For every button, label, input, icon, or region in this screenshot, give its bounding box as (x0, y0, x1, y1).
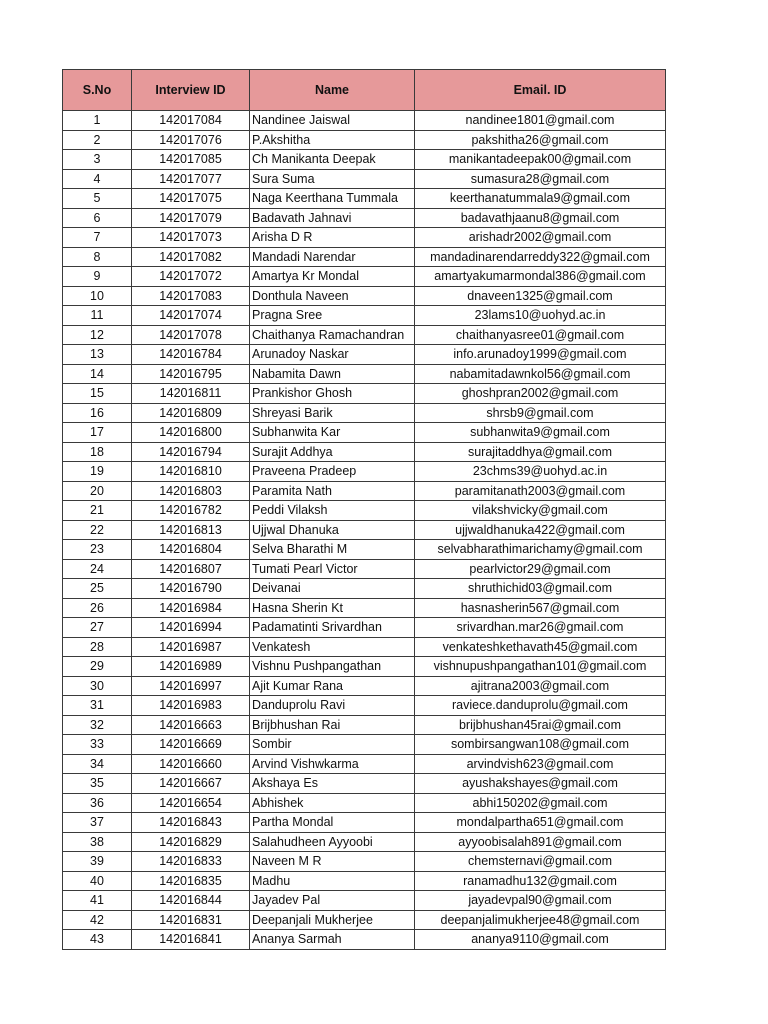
cell-sno: 4 (63, 169, 132, 189)
cell-name: Chaithanya Ramachandran (250, 325, 415, 345)
cell-name: Padamatinti Srivardhan (250, 618, 415, 638)
table-row (63, 618, 666, 638)
cell-name: Nabamita Dawn (250, 364, 415, 384)
cell-interview-id: 142017082 (132, 247, 250, 267)
cell-email: sombirsangwan108@gmail.com (415, 735, 666, 755)
cell-name: Jayadev Pal (250, 891, 415, 911)
table-row (63, 403, 666, 423)
cell-name: Sombir (250, 735, 415, 755)
cell-email: arishadr2002@gmail.com (415, 228, 666, 248)
cell-interview-id: 142016669 (132, 735, 250, 755)
cell-name: Abhishek (250, 793, 415, 813)
cell-name: Hasna Sherin Kt (250, 598, 415, 618)
cell-name: Ch Manikanta Deepak (250, 150, 415, 170)
cell-interview-id: 142016784 (132, 345, 250, 365)
cell-sno: 17 (63, 423, 132, 443)
cell-email: ujjwaldhanuka422@gmail.com (415, 520, 666, 540)
cell-name: Deepanjali Mukherjee (250, 910, 415, 930)
cell-email: chaithanyasree01@gmail.com (415, 325, 666, 345)
cell-interview-id: 142016833 (132, 852, 250, 872)
cell-email: vilakshvicky@gmail.com (415, 501, 666, 521)
cell-name: Donthula Naveen (250, 286, 415, 306)
cell-interview-id: 142016790 (132, 579, 250, 599)
cell-sno: 16 (63, 403, 132, 423)
cell-interview-id: 142016810 (132, 462, 250, 482)
cell-email: subhanwita9@gmail.com (415, 423, 666, 443)
table-row (63, 189, 666, 209)
cell-interview-id: 142016794 (132, 442, 250, 462)
cell-sno: 9 (63, 267, 132, 287)
cell-name: Naveen M R (250, 852, 415, 872)
cell-email: chemsternavi@gmail.com (415, 852, 666, 872)
header-row (63, 70, 666, 111)
table-row (63, 306, 666, 326)
table-row (63, 891, 666, 911)
cell-interview-id: 142017083 (132, 286, 250, 306)
table-row (63, 364, 666, 384)
table-row (63, 676, 666, 696)
cell-name: Arisha D R (250, 228, 415, 248)
cell-name: Mandadi Narendar (250, 247, 415, 267)
cell-sno: 8 (63, 247, 132, 267)
cell-sno: 15 (63, 384, 132, 404)
cell-interview-id: 142016835 (132, 871, 250, 891)
cell-name: Pragna Sree (250, 306, 415, 326)
cell-interview-id: 142016809 (132, 403, 250, 423)
table-row (63, 325, 666, 345)
header-name: Name (250, 70, 415, 111)
cell-name: P.Akshitha (250, 130, 415, 150)
cell-name: Subhanwita Kar (250, 423, 415, 443)
cell-interview-id: 142017074 (132, 306, 250, 326)
cell-sno: 37 (63, 813, 132, 833)
table-row (63, 247, 666, 267)
cell-interview-id: 142016831 (132, 910, 250, 930)
cell-email: info.arunadoy1999@gmail.com (415, 345, 666, 365)
cell-interview-id: 142016997 (132, 676, 250, 696)
cell-email: paramitanath2003@gmail.com (415, 481, 666, 501)
cell-sno: 32 (63, 715, 132, 735)
cell-name: Tumati Pearl Victor (250, 559, 415, 579)
cell-email: badavathjaanu8@gmail.com (415, 208, 666, 228)
cell-email: sumasura28@gmail.com (415, 169, 666, 189)
cell-interview-id: 142016795 (132, 364, 250, 384)
cell-email: shruthichid03@gmail.com (415, 579, 666, 599)
table-row (63, 930, 666, 950)
cell-sno: 34 (63, 754, 132, 774)
cell-name: Surajit Addhya (250, 442, 415, 462)
cell-email: srivardhan.mar26@gmail.com (415, 618, 666, 638)
table-row (63, 774, 666, 794)
cell-sno: 25 (63, 579, 132, 599)
cell-sno: 38 (63, 832, 132, 852)
table-row (63, 598, 666, 618)
cell-interview-id: 142016807 (132, 559, 250, 579)
table-row (63, 579, 666, 599)
table-row (63, 150, 666, 170)
cell-name: Partha Mondal (250, 813, 415, 833)
cell-sno: 1 (63, 111, 132, 131)
cell-sno: 36 (63, 793, 132, 813)
cell-sno: 26 (63, 598, 132, 618)
cell-interview-id: 142016983 (132, 696, 250, 716)
cell-interview-id: 142016829 (132, 832, 250, 852)
cell-interview-id: 142017072 (132, 267, 250, 287)
cell-email: manikantadeepak00@gmail.com (415, 150, 666, 170)
table-row (63, 169, 666, 189)
cell-sno: 7 (63, 228, 132, 248)
table-row (63, 559, 666, 579)
cell-sno: 6 (63, 208, 132, 228)
cell-sno: 19 (63, 462, 132, 482)
cell-sno: 11 (63, 306, 132, 326)
cell-email: keerthanatummala9@gmail.com (415, 189, 666, 209)
cell-interview-id: 142016813 (132, 520, 250, 540)
cell-interview-id: 142016994 (132, 618, 250, 638)
cell-name: Selva Bharathi M (250, 540, 415, 560)
cell-name: Prankishor Ghosh (250, 384, 415, 404)
cell-email: ayushakshayes@gmail.com (415, 774, 666, 794)
table-row (63, 910, 666, 930)
table-row (63, 130, 666, 150)
table-row (63, 501, 666, 521)
cell-email: nabamitadawnkol56@gmail.com (415, 364, 666, 384)
table-row (63, 286, 666, 306)
cell-name: Akshaya Es (250, 774, 415, 794)
cell-sno: 24 (63, 559, 132, 579)
table-row (63, 696, 666, 716)
cell-name: Deivanai (250, 579, 415, 599)
cell-interview-id: 142016667 (132, 774, 250, 794)
cell-interview-id: 142016782 (132, 501, 250, 521)
cell-interview-id: 142016660 (132, 754, 250, 774)
cell-interview-id: 142016803 (132, 481, 250, 501)
cell-sno: 42 (63, 910, 132, 930)
table-row (63, 423, 666, 443)
cell-email: ananya9110@gmail.com (415, 930, 666, 950)
cell-email: mandadinarendarreddy322@gmail.com (415, 247, 666, 267)
cell-sno: 13 (63, 345, 132, 365)
cell-name: Venkatesh (250, 637, 415, 657)
cell-email: selvabharathimarichamy@gmail.com (415, 540, 666, 560)
cell-email: pearlvictor29@gmail.com (415, 559, 666, 579)
cell-email: ghoshpran2002@gmail.com (415, 384, 666, 404)
cell-email: hasnasherin567@gmail.com (415, 598, 666, 618)
cell-interview-id: 142016987 (132, 637, 250, 657)
cell-interview-id: 142017085 (132, 150, 250, 170)
header-sno: S.No (63, 70, 132, 111)
cell-interview-id: 142017084 (132, 111, 250, 131)
cell-sno: 29 (63, 657, 132, 677)
cell-sno: 27 (63, 618, 132, 638)
cell-interview-id: 142017077 (132, 169, 250, 189)
cell-interview-id: 142017078 (132, 325, 250, 345)
cell-sno: 12 (63, 325, 132, 345)
cell-name: Badavath Jahnavi (250, 208, 415, 228)
cell-email: arvindvish623@gmail.com (415, 754, 666, 774)
table-row (63, 793, 666, 813)
cell-sno: 39 (63, 852, 132, 872)
cell-name: Nandinee Jaiswal (250, 111, 415, 131)
cell-email: ajitrana2003@gmail.com (415, 676, 666, 696)
cell-name: Naga Keerthana Tummala (250, 189, 415, 209)
cell-sno: 28 (63, 637, 132, 657)
cell-email: brijbhushan45rai@gmail.com (415, 715, 666, 735)
cell-name: Arvind Vishwkarma (250, 754, 415, 774)
table-row (63, 715, 666, 735)
cell-interview-id: 142017076 (132, 130, 250, 150)
cell-name: Shreyasi Barik (250, 403, 415, 423)
cell-name: Paramita Nath (250, 481, 415, 501)
cell-sno: 31 (63, 696, 132, 716)
cell-interview-id: 142017079 (132, 208, 250, 228)
cell-sno: 3 (63, 150, 132, 170)
cell-interview-id: 142016984 (132, 598, 250, 618)
cell-name: Arunadoy Naskar (250, 345, 415, 365)
cell-sno: 33 (63, 735, 132, 755)
cell-sno: 30 (63, 676, 132, 696)
cell-email: pakshitha26@gmail.com (415, 130, 666, 150)
cell-email: venkateshkethavath45@gmail.com (415, 637, 666, 657)
cell-email: dnaveen1325@gmail.com (415, 286, 666, 306)
cell-interview-id: 142016654 (132, 793, 250, 813)
table-body (63, 111, 666, 950)
cell-email: ranamadhu132@gmail.com (415, 871, 666, 891)
cell-name: Sura Suma (250, 169, 415, 189)
cell-name: Ajit Kumar Rana (250, 676, 415, 696)
table-row (63, 637, 666, 657)
cell-name: Danduprolu Ravi (250, 696, 415, 716)
cell-sno: 40 (63, 871, 132, 891)
header-email: Email. ID (415, 70, 666, 111)
cell-email: vishnupushpangathan101@gmail.com (415, 657, 666, 677)
cell-email: surajitaddhya@gmail.com (415, 442, 666, 462)
cell-name: Brijbhushan Rai (250, 715, 415, 735)
cell-interview-id: 142016663 (132, 715, 250, 735)
cell-sno: 43 (63, 930, 132, 950)
table-row (63, 208, 666, 228)
cell-name: Salahudheen Ayyoobi (250, 832, 415, 852)
cell-interview-id: 142016811 (132, 384, 250, 404)
cell-email: shrsb9@gmail.com (415, 403, 666, 423)
table-row (63, 481, 666, 501)
cell-sno: 18 (63, 442, 132, 462)
table-row (63, 871, 666, 891)
cell-sno: 14 (63, 364, 132, 384)
table-row (63, 735, 666, 755)
cell-interview-id: 142016844 (132, 891, 250, 911)
cell-interview-id: 142016989 (132, 657, 250, 677)
table-row (63, 111, 666, 131)
cell-interview-id: 142017073 (132, 228, 250, 248)
cell-email: deepanjalimukherjee48@gmail.com (415, 910, 666, 930)
cell-name: Vishnu Pushpangathan (250, 657, 415, 677)
cell-email: mondalpartha651@gmail.com (415, 813, 666, 833)
table-row (63, 267, 666, 287)
cell-sno: 2 (63, 130, 132, 150)
table-row (63, 228, 666, 248)
header-interview-id: Interview ID (132, 70, 250, 111)
cell-interview-id: 142017075 (132, 189, 250, 209)
cell-email: 23lams10@uohyd.ac.in (415, 306, 666, 326)
cell-sno: 22 (63, 520, 132, 540)
cell-name: Praveena Pradeep (250, 462, 415, 482)
cell-email: amartyakumarmondal386@gmail.com (415, 267, 666, 287)
table-row (63, 345, 666, 365)
cell-sno: 23 (63, 540, 132, 560)
cell-name: Amartya Kr Mondal (250, 267, 415, 287)
table-row (63, 384, 666, 404)
cell-email: raviece.danduprolu@gmail.com (415, 696, 666, 716)
cell-email: 23chms39@uohyd.ac.in (415, 462, 666, 482)
cell-interview-id: 142016843 (132, 813, 250, 833)
candidate-table (62, 69, 666, 950)
cell-sno: 20 (63, 481, 132, 501)
table-row (63, 813, 666, 833)
table-row (63, 540, 666, 560)
cell-interview-id: 142016841 (132, 930, 250, 950)
cell-sno: 10 (63, 286, 132, 306)
cell-sno: 35 (63, 774, 132, 794)
table-row (63, 657, 666, 677)
cell-sno: 41 (63, 891, 132, 911)
cell-sno: 5 (63, 189, 132, 209)
table-row (63, 462, 666, 482)
cell-name: Madhu (250, 871, 415, 891)
table-row (63, 832, 666, 852)
cell-email: jayadevpal90@gmail.com (415, 891, 666, 911)
cell-interview-id: 142016804 (132, 540, 250, 560)
cell-email: nandinee1801@gmail.com (415, 111, 666, 131)
table-row (63, 520, 666, 540)
cell-name: Ujjwal Dhanuka (250, 520, 415, 540)
table-row (63, 754, 666, 774)
table-row (63, 442, 666, 462)
cell-email: abhi150202@gmail.com (415, 793, 666, 813)
table-row (63, 852, 666, 872)
cell-sno: 21 (63, 501, 132, 521)
cell-email: ayyoobisalah891@gmail.com (415, 832, 666, 852)
cell-name: Ananya Sarmah (250, 930, 415, 950)
cell-interview-id: 142016800 (132, 423, 250, 443)
cell-name: Peddi Vilaksh (250, 501, 415, 521)
